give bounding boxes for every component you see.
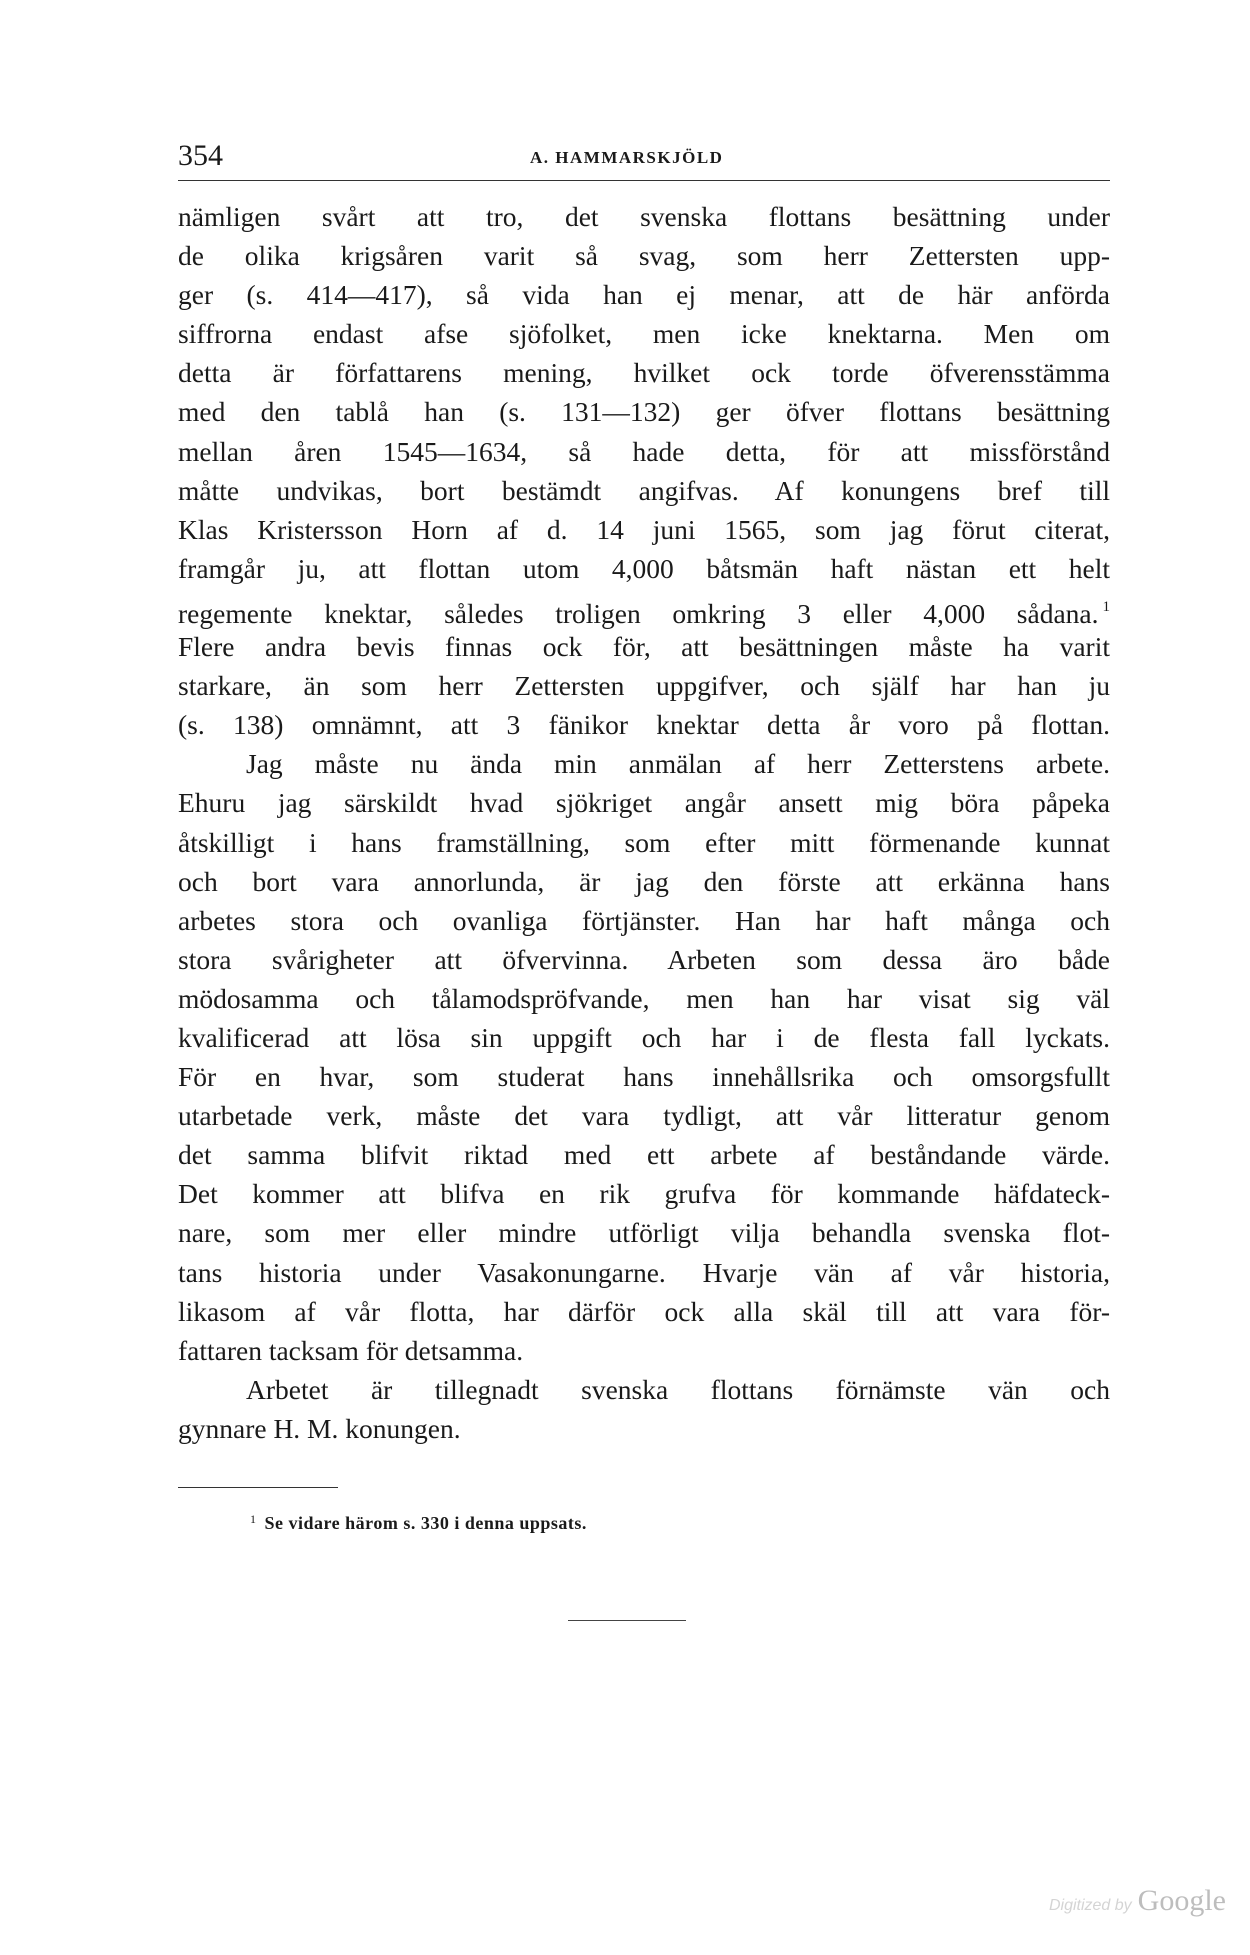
- text-line: mellan åren 1545—1634, så hade detta, för att missförstånd: [178, 435, 1110, 467]
- text-line: framgår ju, att flottan utom 4,000 båtsmän haft nästan ett helt: [178, 552, 1110, 584]
- footnote: [250, 1504, 587, 1538]
- text-line: likasom af vår flotta, har därför ock alla skäl till att vara för-: [178, 1295, 1110, 1327]
- text-line: de olika krigsåren varit så svag, som herr Zettersten upp-: [178, 240, 1110, 272]
- end-rule: [568, 1620, 686, 1621]
- text-line: Klas Kristersson Horn af d. 14 juni 1565, som jag förut citerat,: [178, 513, 1110, 545]
- text-line: ger (s. 414—417), så vida han ej menar, att de här anförda: [178, 279, 1110, 311]
- footnote-text: Se vidare härom s. 330 i denna uppsats.: [264, 1513, 587, 1533]
- digitized-watermark: [1000, 1884, 1226, 1924]
- header-rule: [178, 180, 1110, 181]
- text-line: siffrorna endast afse sjöfolket, men icke knektarna. Men om: [178, 318, 1110, 350]
- paragraph-start-line: Arbetet är tillegnadt svenska flottans förnämste vän och: [246, 1373, 1110, 1405]
- paragraph-end-line: gynnare H. M. konungen.: [178, 1412, 461, 1444]
- text-line: stora svårigheter att öfvervinna. Arbeten som dessa äro både: [178, 943, 1110, 975]
- text-line: tans historia under Vasakonungarne. Hvarje vän af vår historia,: [178, 1256, 1110, 1288]
- text-line: (s. 138) omnämnt, att 3 fänikor knektar detta år voro på flottan.: [178, 709, 1110, 741]
- text-line: arbetes stora och ovanliga förtjänster. Han har haft många och: [178, 904, 1110, 936]
- footnote-marker: 1: [250, 1512, 257, 1526]
- paragraph-start-line: Jag måste nu ända min anmälan af herr Zetterstens arbete.: [246, 748, 1110, 780]
- text-line: starkare, än som herr Zettersten uppgifver, och själf har han ju: [178, 670, 1110, 702]
- footnote-reference: 1: [1102, 598, 1110, 615]
- text-line: måtte undvikas, bort bestämdt angifvas. Af konungens bref till: [178, 474, 1110, 506]
- text-line: och bort vara annorlunda, är jag den förste att erkänna hans: [178, 865, 1110, 897]
- text-line: nare, som mer eller mindre utförligt vilja behandla svenska flot-: [178, 1217, 1110, 1249]
- text-line: utarbetade verk, måste det vara tydligt, att vår litteratur genom: [178, 1100, 1110, 1132]
- body-text: [178, 197, 1110, 1448]
- running-head: [178, 136, 1110, 176]
- footnote-rule: [178, 1487, 338, 1488]
- text-line: Det kommer att blifva en rik grufva för kommande häfdateck-: [178, 1178, 1110, 1210]
- google-logo: Google: [1137, 1884, 1226, 1917]
- text-line: detta är författarens mening, hvilket ock torde öfverensstämma: [178, 357, 1110, 389]
- text-line: nämligen svårt att tro, det svenska flottans besättning under: [178, 201, 1110, 232]
- page-number: 354: [178, 139, 223, 172]
- text-line: det samma blifvit riktad med ett arbete af beståndande värde.: [178, 1139, 1110, 1171]
- text-line-with-footnote: [178, 588, 1110, 627]
- text-line: kvalificerad att lösa sin uppgift och har i de flesta fall lyckats.: [178, 1021, 1110, 1053]
- text-line: För en hvar, som studerat hans innehållsrika och omsorgsfullt: [178, 1061, 1110, 1093]
- text-line: med den tablå han (s. 131—132) ger öfver flottans besättning: [178, 396, 1110, 428]
- text-line-content: regemente knektar, således troligen omkring 3 eller 4,000 sådana.: [178, 597, 1099, 629]
- running-title: A. HAMMARSKJÖLD: [530, 148, 724, 167]
- text-line: mödosamma och tålamodspröfvande, men han har visat sig väl: [178, 982, 1110, 1014]
- watermark-prefix: Digitized by: [1048, 1897, 1132, 1914]
- text-line: åtskilligt i hans framställning, som efter mitt förmenande kunnat: [178, 826, 1110, 858]
- text-line: Ehuru jag särskildt hvad sjökriget angår ansett mig böra påpeka: [178, 787, 1110, 819]
- text-line: Flere andra bevis finnas ock för, att besättningen måste ha varit: [178, 631, 1110, 663]
- paragraph-end-line: fattaren tacksam för detsamma.: [178, 1334, 524, 1366]
